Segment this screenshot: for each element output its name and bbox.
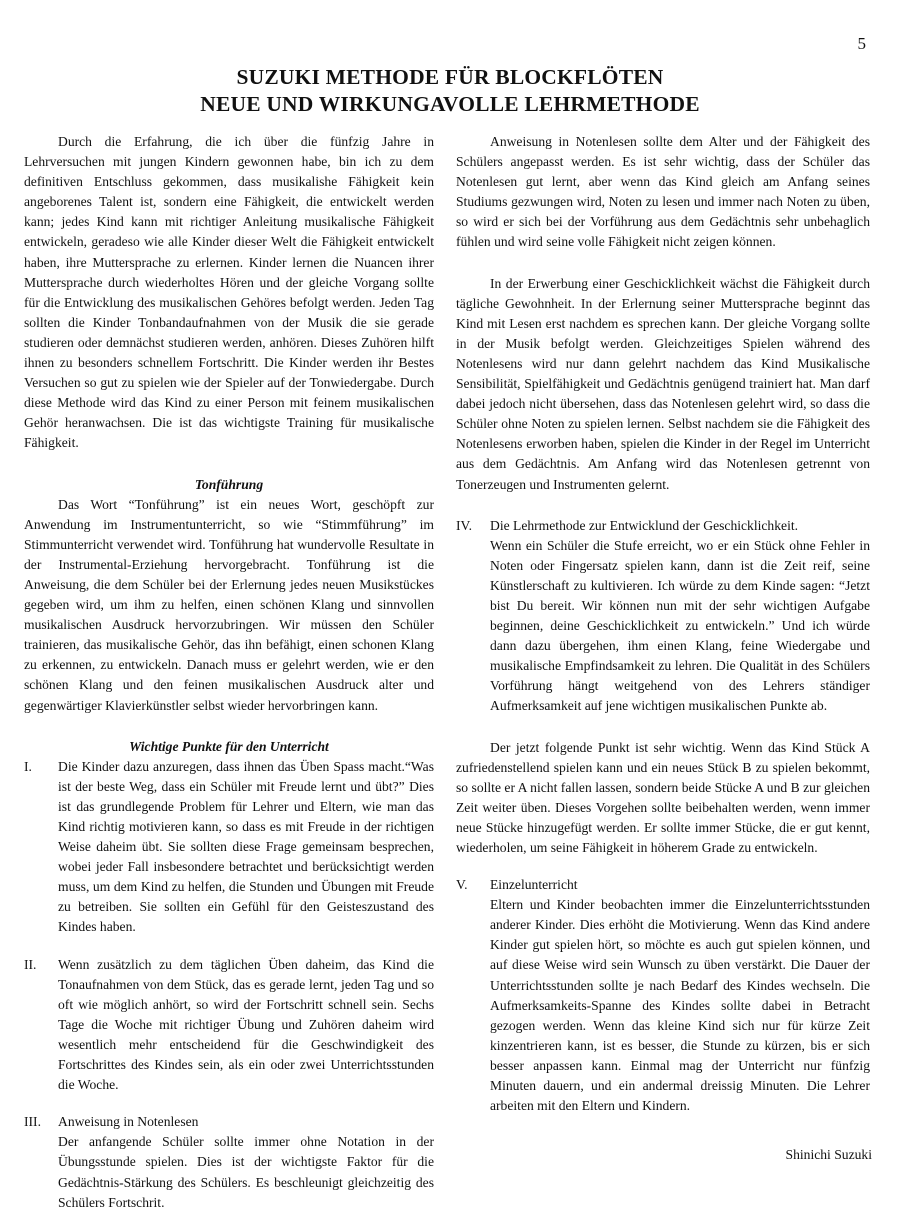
geschicklichkeit-paragraph: In der Erwerbung einer Geschicklichkeit wächst die Fähigkeit durch tägliche Gewohnheit. In der Erlernung seiner Muttersprache beginnt das Kind mit Lesen erst nachdem es sprechen kann. Der gleiche Vorgang sollte in der Musik befolgt werden. Gleichzeitiges Spielen während des Notenlesens wird nur dann gelehrt nachdem das Kind Musikalische Sensibilität, Spielfähigkeit und Gedächtnis genügend trainiert hat. Man darf dabei jedoch nicht übersehen, dass das Notenlesen gelehrt wird, so dass die Schüler ohne Noten zu spielen lernen. Selbst nachdem sie die Fähigkeit des Notenlesens erworben haben, spielen die Kinder in der Regel im Unterricht aus dem Gedächtnis. Am Anfang wird das Notenlesen getrennt von Tonerzeugen und Instrumenten gelernt.: [456, 275, 870, 492]
point-3: [24, 1112, 434, 1212]
tonfuehrung-heading: Tonführung: [194, 476, 264, 492]
point-3-numeral: III.: [24, 1114, 41, 1130]
stueck-paragraph: Der jetzt folgende Punkt ist sehr wichtig. Wenn das Kind Stück A zufriedenstellend spielen kann und ein neues Stück B zu spielen bekommt, so sollte er A nicht fallen lassen, sondern beide Stücke A und B zur gleichen Zeit weiter üben. Dieses Vorgehen sollte beibehalten werden, wenn immer neue Stücke hinzugefügt werden. Er sollte immer Stücke, die er gut kennt, wiederholen, um seine Fähigkeit in höherem Grade zu entwickeln.: [456, 739, 870, 855]
notenlesen-continuation-paragraph: Anweisung in Notenlesen sollte dem Alter und der Fähigkeit des Schülers angepasst werden. Es ist sehr wichtig, dass der Schüler das Notenlesen gut lernt, aber wenn das Kind gleich am Anfang seines Studiums gezwungen wird, Noten zu lesen und immer nach Noten zu üben, so wird er sich bei der Vorführung aus dem Gedächtnis sehr unbehaglich fühlen und wird seine volle Fähigkeit nicht zeigen können.: [456, 134, 870, 250]
point-4-numeral: IV.: [456, 517, 472, 533]
wichtige-punkte-heading: Wichtige Punkte für den Unterricht: [129, 738, 329, 754]
title-line-1: SUZUKI METHODE FÜR BLOCKFLÖTEN: [236, 65, 664, 89]
point-4: [456, 516, 870, 717]
page-number: 5: [857, 34, 866, 53]
title-line-2: NEUE UND WIRKUNGAVOLLE LEHRMETHODE: [200, 92, 700, 116]
point-5-numeral: V.: [456, 877, 468, 893]
point-5-title: Einzelunterricht: [490, 877, 578, 893]
left-column: [24, 132, 434, 1213]
point-2-numeral: II.: [24, 956, 37, 972]
point-5-text: Eltern und Kinder beobachten immer die Einzelunterrichtsstunden anderer Kinder. Dies erhöht die Motivierung. Wenn das Kind andere Kinder gut spielen hört, so möchte es auch gut spielen können, und auf diese Weise wird sein Wunsch zu üben verstärkt. Die Dauer der Unterrichtsstunden sollte je nach Bedarf des Kindes wechseln. Die Aufmerksamkeits-Spanne des Kindes sollte dabei in Betracht gezogen werden. Wenn das kleine Kind sich nur für kürze Zeit kinzentrieren kann, ist es besser, die Stunde zu kürzen, bis er sich besser anpassen kann. Einmal mag der Unterricht nur fünfzig Minuten dauern, und ein andermal dreissig Minuten. Die Lehrer arbeiten mit den Eltern und Kindern.: [490, 897, 870, 1114]
tonfuehrung-paragraph: Das Wort “Tonführung” ist ein neues Wort, geschöpft zur Anwendung im Instrumentunterricht, so wie “Stimmführung” im Stimmunterricht verwendet wird. Tonführung hat wundervolle Resultate in der Instrumental-Erziehung hervorgebracht. Tonführung ist die Anweisung, die dem Schüler bei der Erlernung jedes neuen Musikstückes gegeben wird, um ihm zu helfen, einen schönen Klang und sinnvollen musikalischen Ausdruck hervorzubringen. Wir müssen den Schüler trainieren, das musikalische Gehör, das ihn befähigt, einen schonen Klang zu erkennen, zu entwickeln. Danach muss er gelehrt werden, wie er den schönen Klang und den feinen musikalischen Ausdruck alter und gegenwärtiger Klavierkünstler selbst wieder hervorbringen kann.: [24, 496, 434, 713]
point-1-numeral: I.: [24, 758, 32, 774]
intro-paragraph: Durch die Erfahrung, die ich über die fünfzig Jahre in Lehrversuchen mit jungen Kindern gewonnen habe, bin ich zu dem definitiven Entschluss gekommen, dass musikalishe Fähigkeit kein angeborenes Talent ist, sondern eine Fähigkeit, die entwickelt werden kann; jedes Kind kann mit richtiger Anleitung musikalische Fähigkeit entwickeln, geradeso wie alle Kinder dieser Welt die Fähigkeit entwickelt haben, ihre Muttersprache zu erlernen. Kinder lernen die Nuancen ihrer Muttersprache durch wiederholtes Hören und der gleiche Vorgang sollte für die Entwicklung des musikalischen Gehöres befolgt werden. Jeden Tag sollten die Kinder Tonbandaufnahmen von der Musik die sie gerade studieren oder demnächst studieren werden, anhören. Dieses Zuhören hilft ihnen zu besonders schnellem Fortschritt. Die Kinder werden ihr Bestes Versuchen so gut zu spielen wie der Spieler auf der Tonwiedergabe. Durch diese Methode wird das Kind zu einer Person mit feinem musikalischen Gehör heranwachsen. Die ist das wichtigste Training für musikalische Fähigkeit.: [24, 134, 434, 451]
page-title: [0, 64, 900, 118]
author-signature: Shinichi Suzuki: [785, 1147, 872, 1162]
point-1-text: Die Kinder dazu anzuregen, dass ihnen das Üben Spass macht.“Was ist der beste Weg, dass ein Schüler mit Freude lernt und übt?” Dies ist das grundlegende Problem für Lehrer und Eltern, wie man das Kind richtig motivieren kann, so dass es mit Freude in der richtigen Weise daheim übt. Sie sollten diese Frage gemeinsam besprechen, wobei jeder Fall insbesondere betrachtet und berücksichtigt werden muss, um dem Kind zu helfen, die Stunden und Übungen mit Freude zu betreiben. Sie sollten ein Gefühl für den Geisteszustand des Kindes haben.: [58, 758, 434, 935]
point-5: [456, 875, 870, 1116]
point-1: [24, 757, 434, 938]
point-3-title: Anweisung in Notenlesen: [58, 1114, 199, 1130]
point-4-text: Wenn ein Schüler die Stufe erreicht, wo er ein Stück ohne Fehler in Noten oder Fingersatz spielen kann, dann ist die Zeit reif, seine Künstlerschaft zu kultivieren. Ich würde zu dem Kinde sagen: “Jetzt bist Du bereit. Wir können nun mit der sehr wichtigen Aufgabe beginnen, deine Geschicklichkeit zu entwickeln.” Und ich würde dann dazu übergehen, ihm einen Klang, feine Wiedergabe und musikalische Empfindsamkeit zu lehren. Die Qualität in des Schülers Vorführung hängt weitgehend von des Lehrers ständiger Aufmerksamkeit auf jene wichtigen musikalischen Punkte ab.: [490, 537, 870, 714]
point-2-text: Wenn zusätzlich zu dem täglichen Üben daheim, das Kind die Tonaufnahmen von dem Stück, das es gerade lernt, jeden Tag und so oft wie möglich anhört, so wird der Fortschritt schnell sein. Sechs Tage die Woche mit richtiger Übung und Zuhören daheim wird wesentlich mehr entscheidend für die Geschwindigkeit des Fortschrittes des Kindes sein, als ein oder zwei Unterrichtsstunden die Woche.: [58, 956, 434, 1093]
point-3-text: Der anfangende Schüler sollte immer ohne Notation in der Übungsstunde spielen. Dies ist der wichtigste Faktor für die Gedächtnis-Stärkung des Schülers. Es beschleunigt gleichzeitig des Schülers Fortschrit.: [58, 1134, 434, 1210]
point-4-title: Die Lehrmethode zur Entwicklund der Geschicklichkeit.: [490, 517, 799, 533]
right-column: [456, 132, 870, 1116]
point-2: [24, 955, 434, 1096]
